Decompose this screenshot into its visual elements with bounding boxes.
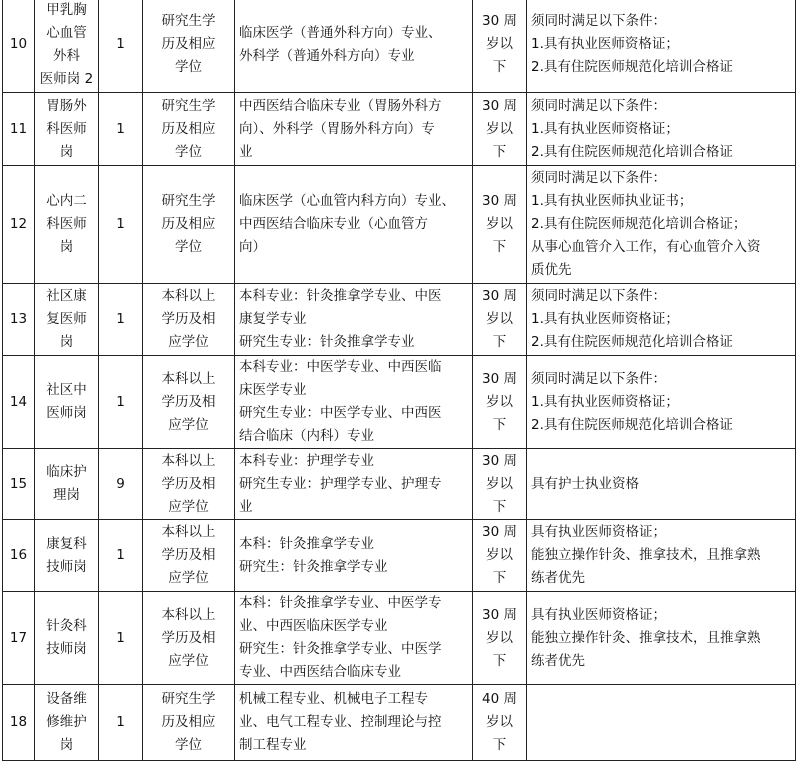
cell-education-line: 研究生学 — [161, 193, 216, 209]
cell-education-line: 学位 — [175, 239, 202, 255]
cell-education — [143, 520, 235, 592]
cell-position-line: 医师岗 2 — [39, 70, 94, 87]
cell-education-line: 应学位 — [168, 498, 209, 515]
cell-requirements — [527, 592, 796, 685]
cell-age-line: 岁以 — [486, 393, 513, 410]
cell-age-line: 岁以 — [486, 629, 513, 646]
cell-age-line: 岁以 — [486, 311, 513, 327]
cell-age — [473, 685, 527, 761]
table-body — [3, 0, 796, 761]
cell-major-line: 床医学专业 — [239, 382, 307, 398]
cell-age-line: 岁以 — [486, 714, 513, 730]
cell-requirements-line: 能独立操作针灸、推拿技术，且推拿熟 — [531, 547, 761, 563]
cell-headcount: 1 — [99, 284, 143, 356]
cell-requirements-line: 具有执业医师资格证； — [531, 524, 666, 540]
cell-position-line: 技师岗 — [46, 558, 87, 575]
cell-education-line: 本科以上 — [161, 524, 216, 540]
cell-major — [235, 449, 473, 520]
cell-age — [473, 449, 527, 520]
cell-education-line: 本科以上 — [161, 606, 216, 623]
cell-education-line: 学历及相 — [161, 311, 216, 327]
cell-age-line: 下 — [492, 143, 507, 160]
cell-major-line: 中西医结合临床专业（心血管方 — [239, 216, 428, 232]
cell-requirements-line: 质优先 — [531, 262, 572, 278]
cell-requirements-line: 从事心血管介入工作，有心血管介入资 — [531, 239, 761, 255]
cell-major-line: 本科专业：针灸推拿学专业、中医 — [239, 288, 442, 304]
cell-position-line: 科医师 — [46, 120, 87, 137]
cell-education — [143, 284, 235, 356]
table-row — [3, 166, 796, 284]
cell-major-line: 本科专业：中医学专业、中西医临 — [239, 359, 442, 375]
cell-education-line: 学历及相 — [161, 547, 216, 563]
cell-position-line: 心血管 — [46, 24, 87, 41]
cell-major-line: 本科：针灸推拿学专业、中医学专 — [239, 595, 442, 611]
table-row — [3, 685, 796, 761]
cell-major-line: 业 — [239, 498, 253, 515]
cell-age-line: 30 周 — [482, 370, 517, 387]
cell-age — [473, 166, 527, 284]
cell-number: 16 — [3, 520, 35, 592]
cell-major-line: 业 — [239, 143, 253, 160]
cell-education-line: 历及相应 — [161, 714, 216, 730]
cell-requirements-line: 须同时满足以下条件： — [531, 170, 666, 186]
table-row — [3, 592, 796, 685]
cell-position — [35, 0, 99, 93]
cell-major-line: 向） — [239, 239, 266, 255]
cell-education-line: 本科以上 — [161, 370, 216, 387]
cell-age-line: 下 — [492, 737, 507, 753]
cell-requirements-line: 2.具有住院医师规范化培训合格证 — [531, 416, 733, 433]
cell-position-line: 岗 — [59, 334, 74, 350]
cell-requirements-line: 2.具有住院医师规范化培训合格证 — [531, 143, 733, 160]
cell-position-line: 技师岗 — [46, 641, 87, 657]
cell-age-line: 30 周 — [482, 288, 517, 304]
cell-age-line: 30 周 — [482, 13, 517, 29]
cell-headcount: 1 — [99, 520, 143, 592]
cell-position — [35, 685, 99, 761]
cell-position-line: 社区康 — [46, 288, 87, 304]
cell-education-line: 学位 — [175, 737, 202, 753]
cell-age-line: 40 周 — [482, 691, 517, 707]
cell-major-line: 本科：针灸推拿学专业 — [239, 535, 374, 552]
cell-education-line: 研究生学 — [161, 691, 216, 707]
cell-major-line: 中西医结合临床专业（胃肠外科方 — [239, 97, 442, 114]
cell-position-line: 岗 — [59, 143, 74, 160]
cell-education — [143, 166, 235, 284]
cell-headcount: 1 — [99, 356, 143, 449]
cell-age-line: 下 — [492, 652, 507, 669]
cell-education-line: 历及相应 — [161, 36, 216, 52]
cell-requirements-line: 须同时满足以下条件： — [531, 13, 666, 29]
cell-major-line: 临床医学（普通外科方向）专业、 — [239, 24, 442, 41]
cell-requirements — [527, 356, 796, 449]
cell-age-line: 30 周 — [482, 606, 517, 623]
cell-major-line: 专业、中西医结合临床专业 — [239, 664, 401, 680]
cell-major — [235, 520, 473, 592]
cell-requirements-line: 2.具有住院医师规范化培训合格证； — [531, 216, 747, 232]
cell-education-line: 研究生学 — [161, 97, 216, 114]
cell-major-line: 向）、外科学（胃肠外科方向）专 — [239, 120, 435, 137]
cell-major-line: 研究生专业：中医学专业、中西医 — [239, 405, 442, 421]
cell-education-line: 学历及相 — [161, 393, 216, 410]
cell-age-line: 下 — [492, 570, 507, 586]
cell-headcount: 1 — [99, 166, 143, 284]
cell-age — [473, 0, 527, 93]
table-row — [3, 0, 796, 93]
cell-headcount: 1 — [99, 592, 143, 685]
cell-major-line: 机械工程专业、机械电子工程专 — [239, 691, 428, 707]
cell-education — [143, 685, 235, 761]
cell-requirements-line: 2.具有住院医师规范化培训合格证 — [531, 334, 733, 350]
cell-requirements — [527, 449, 796, 520]
cell-position-line: 岗 — [59, 737, 74, 753]
cell-position — [35, 520, 99, 592]
cell-number: 18 — [3, 685, 35, 761]
cell-major — [235, 592, 473, 685]
table-row — [3, 520, 796, 592]
cell-major-line: 业、中西医临床医学专业 — [239, 618, 388, 634]
cell-education-line: 研究生学 — [161, 13, 216, 29]
cell-headcount: 1 — [99, 0, 143, 93]
cell-major-line: 本科专业：护理学专业 — [239, 452, 374, 469]
cell-position — [35, 166, 99, 284]
cell-education-line: 学历及相 — [161, 475, 216, 492]
cell-position-line: 修维护 — [46, 714, 87, 730]
cell-major — [235, 284, 473, 356]
cell-major — [235, 166, 473, 284]
cell-headcount: 1 — [99, 93, 143, 166]
cell-requirements-line: 具有护士执业资格 — [531, 475, 639, 492]
cell-position-line: 科医师 — [46, 216, 87, 232]
cell-major-line: 外科学（普通外科方向）专业 — [239, 47, 415, 64]
cell-major-line: 临床医学（心血管内科方向）专业、 — [239, 193, 455, 209]
table-row — [3, 356, 796, 449]
cell-number: 17 — [3, 592, 35, 685]
cell-age-line: 30 周 — [482, 524, 517, 540]
cell-number: 12 — [3, 166, 35, 284]
cell-headcount: 9 — [99, 449, 143, 520]
cell-number: 10 — [3, 0, 35, 93]
cell-education-line: 应学位 — [168, 652, 209, 669]
cell-age — [473, 520, 527, 592]
cell-age-line: 下 — [492, 416, 507, 433]
cell-requirements-line: 1.具有执业医师资格证； — [531, 36, 679, 52]
cell-requirements-line: 1.具有执业医师资格证； — [531, 120, 679, 137]
cell-age-line: 岁以 — [486, 475, 513, 492]
cell-major — [235, 356, 473, 449]
cell-position — [35, 449, 99, 520]
cell-age-line: 岁以 — [486, 547, 513, 563]
cell-education-line: 应学位 — [168, 416, 209, 433]
cell-position-line: 岗 — [59, 239, 74, 255]
cell-major — [235, 93, 473, 166]
cell-major-line: 研究生专业：针灸推拿学专业 — [239, 334, 415, 350]
cell-major-line: 研究生：针灸推拿学专业 — [239, 558, 388, 575]
cell-requirements-line: 须同时满足以下条件： — [531, 97, 666, 114]
cell-age-line: 30 周 — [482, 97, 517, 114]
recruitment-table — [2, 0, 796, 761]
cell-position-line: 社区中 — [46, 382, 87, 398]
cell-position-line: 外科 — [53, 47, 80, 64]
cell-education-line: 应学位 — [168, 570, 209, 586]
cell-age-line: 岁以 — [486, 36, 513, 52]
cell-requirements-line: 1.具有执业医师资格证； — [531, 311, 679, 327]
cell-position-line: 胃肠外 — [46, 97, 87, 114]
cell-age-line: 下 — [492, 334, 507, 350]
cell-education — [143, 356, 235, 449]
cell-requirements-line: 2.具有住院医师规范化培训合格证 — [531, 59, 733, 75]
cell-requirements-line: 练者优先 — [531, 570, 585, 586]
cell-requirements-line: 1.具有执业医师资格证； — [531, 393, 679, 410]
cell-number: 13 — [3, 284, 35, 356]
cell-requirements — [527, 685, 796, 761]
cell-position-line: 心内二 — [46, 193, 87, 209]
cell-position-line: 康复科 — [46, 535, 87, 552]
cell-age-line: 岁以 — [486, 120, 513, 137]
cell-education — [143, 592, 235, 685]
cell-major-line: 研究生：针灸推拿学专业、中医学 — [239, 641, 442, 657]
cell-age — [473, 592, 527, 685]
cell-age-line: 下 — [492, 59, 507, 75]
cell-position-line: 医师岗 — [46, 405, 87, 421]
cell-education — [143, 0, 235, 93]
cell-position-line: 理岗 — [53, 487, 80, 503]
cell-age-line: 30 周 — [482, 193, 517, 209]
cell-education-line: 本科以上 — [161, 288, 216, 304]
cell-age — [473, 356, 527, 449]
cell-requirements-line: 具有执业医师资格证； — [531, 606, 666, 623]
cell-education-line: 学历及相 — [161, 629, 216, 646]
cell-requirements-line: 须同时满足以下条件： — [531, 288, 666, 304]
cell-position-line: 复医师 — [46, 311, 87, 327]
cell-age-line: 下 — [492, 498, 507, 515]
cell-major-line: 结合临床（内科）专业 — [239, 428, 374, 444]
cell-position — [35, 284, 99, 356]
cell-major — [235, 0, 473, 93]
cell-position-line: 针灸科 — [46, 618, 87, 634]
cell-education — [143, 93, 235, 166]
cell-position — [35, 592, 99, 685]
cell-education-line: 应学位 — [168, 334, 209, 350]
table-row — [3, 284, 796, 356]
cell-requirements-line: 能独立操作针灸、推拿技术，且推拿熟 — [531, 629, 761, 646]
cell-education-line: 学位 — [175, 143, 202, 160]
cell-major-line: 康复学专业 — [239, 311, 307, 327]
cell-education-line: 本科以上 — [161, 452, 216, 469]
cell-age-line: 下 — [492, 239, 507, 255]
table-row — [3, 93, 796, 166]
cell-requirements-line: 练者优先 — [531, 652, 585, 669]
cell-major-line: 业、电气工程专业、控制理论与控 — [239, 714, 442, 730]
cell-major — [235, 685, 473, 761]
cell-number: 11 — [3, 93, 35, 166]
cell-requirements — [527, 166, 796, 284]
cell-age-line: 30 周 — [482, 452, 517, 469]
cell-requirements-line: 1.具有执业医师执业证书； — [531, 193, 693, 209]
cell-position-line: 甲乳胸 — [46, 1, 87, 18]
cell-position-line: 临床护 — [46, 464, 87, 480]
cell-age — [473, 284, 527, 356]
cell-major-line: 研究生专业：护理学专业、护理专 — [239, 475, 442, 492]
cell-requirements — [527, 93, 796, 166]
cell-position — [35, 93, 99, 166]
cell-requirements — [527, 0, 796, 93]
cell-age-line: 岁以 — [486, 216, 513, 232]
cell-number: 15 — [3, 449, 35, 520]
table-row — [3, 449, 796, 520]
cell-requirements — [527, 284, 796, 356]
cell-number: 14 — [3, 356, 35, 449]
cell-position — [35, 356, 99, 449]
cell-education-line: 学位 — [175, 59, 202, 75]
cell-age — [473, 93, 527, 166]
cell-major-line: 制工程专业 — [239, 737, 307, 753]
cell-headcount: 1 — [99, 685, 143, 761]
cell-education-line: 历及相应 — [161, 216, 216, 232]
cell-requirements — [527, 520, 796, 592]
cell-position-line: 设备维 — [46, 691, 87, 707]
cell-education-line: 历及相应 — [161, 120, 216, 137]
cell-requirements-line: 须同时满足以下条件： — [531, 370, 666, 387]
cell-education — [143, 449, 235, 520]
